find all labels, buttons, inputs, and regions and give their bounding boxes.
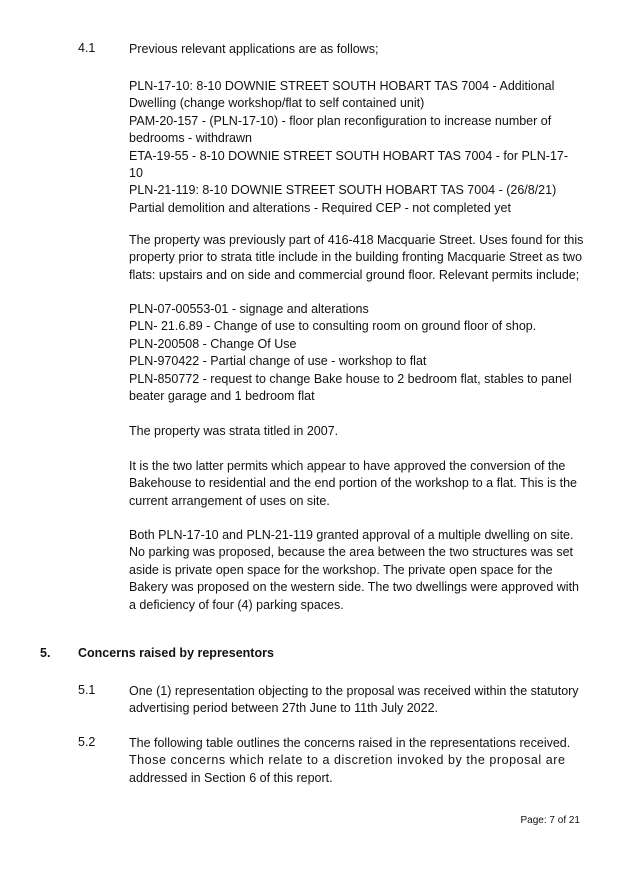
paragraph-line: The property was strata titled in 2007.: [129, 424, 339, 438]
paragraph-line: The following table outlines the concerns raised in the representations received.: [129, 736, 571, 750]
item-number-5-1: 5.1: [78, 683, 96, 697]
page-number: Page: 7 of 21: [520, 815, 580, 826]
paragraph-line: Those concerns which relate to a discretion invoked by the proposal are: [129, 753, 566, 768]
paragraph-line: property prior to strata title include in the building fronting Macquarie Street as two: [129, 250, 583, 265]
permit-line: PLN-07-00553-01 - signage and alterations: [129, 302, 369, 316]
application-line: ETA-19-55 - 8-10 DOWNIE STREET SOUTH HOBART TAS 7004 - for PLN-17-: [129, 148, 569, 163]
paragraph-line: current arrangement of uses on site.: [129, 493, 330, 508]
permit-line: beater garage and 1 bedroom flat: [129, 389, 315, 404]
paragraph-line: advertising period between 27th June to 11th July 2022.: [129, 701, 439, 716]
permit-line: PLN- 21.6.89 - Change of use to consulting room on ground floor of shop.: [129, 319, 537, 334]
relevant-permits-list: [129, 301, 579, 405]
application-line: PAM-20-157 - (PLN-17-10) - floor plan reconfiguration to increase number of: [129, 113, 552, 128]
application-line: PLN-21-119: 8-10 DOWNIE STREET SOUTH HOBART TAS 7004 - (26/8/21): [129, 183, 557, 198]
intro-line: Previous relevant applications are as follows;: [129, 42, 379, 56]
paragraph-line: flats: upstairs and on side and commercial ground floor. Relevant permits include;: [129, 267, 580, 282]
paragraph-line: a deficiency of four (4) parking spaces.: [129, 597, 344, 612]
item-5-1-paragraph: [129, 683, 579, 718]
property-history-paragraph: [129, 232, 584, 284]
paragraph-line: addressed in Section 6 of this report.: [129, 770, 333, 785]
application-line: Partial demolition and alterations - Required CEP - not completed yet: [129, 200, 511, 215]
previous-applications-list: [129, 78, 579, 217]
paragraph-line: It is the two latter permits which appear to have approved the conversion of the: [129, 459, 566, 473]
item-number-5-2: 5.2: [78, 735, 96, 749]
paragraph-line: aside is private open space for the workshop. The private open space for the: [129, 562, 553, 577]
permit-line: PLN-850772 - request to change Bake house to 2 bedroom flat, stables to panel: [129, 371, 572, 386]
application-line: 10: [129, 166, 143, 181]
strata-paragraph: [129, 423, 579, 440]
application-line: Dwelling (change workshop/flat to self contained unit): [129, 96, 425, 111]
permit-line: PLN-970422 - Partial change of use - workshop to flat: [129, 354, 427, 369]
paragraph-line: Both PLN-17-10 and PLN-21-119 granted approval of a multiple dwelling on site.: [129, 528, 574, 542]
approval-paragraph: [129, 527, 579, 614]
paragraph-line: No parking was proposed, because the area between the two structures was set: [129, 545, 574, 560]
application-line: PLN-17-10: 8-10 DOWNIE STREET SOUTH HOBART TAS 7004 - Additional: [129, 79, 555, 93]
item-5-2-paragraph: [129, 735, 579, 787]
section-heading: Concerns raised by representors: [78, 646, 274, 660]
application-line: bedrooms - withdrawn: [129, 131, 252, 146]
paragraph-line: One (1) representation objecting to the proposal was received within the statutory: [129, 684, 579, 698]
permit-line: PLN-200508 - Change Of Use: [129, 336, 297, 351]
paragraph-line: Bakery was proposed on the western side. The two dwellings were approved with: [129, 580, 580, 595]
paragraph-line: Bakehouse to residential and the end portion of the workshop to a flat. This is the: [129, 476, 577, 491]
item-4-1-intro: [129, 41, 579, 58]
latter-permits-paragraph: [129, 458, 579, 510]
paragraph-line: The property was previously part of 416-418 Macquarie Street. Uses found for this: [129, 233, 584, 247]
section-number-5: 5.: [40, 646, 51, 660]
item-number-4-1: 4.1: [78, 41, 96, 55]
